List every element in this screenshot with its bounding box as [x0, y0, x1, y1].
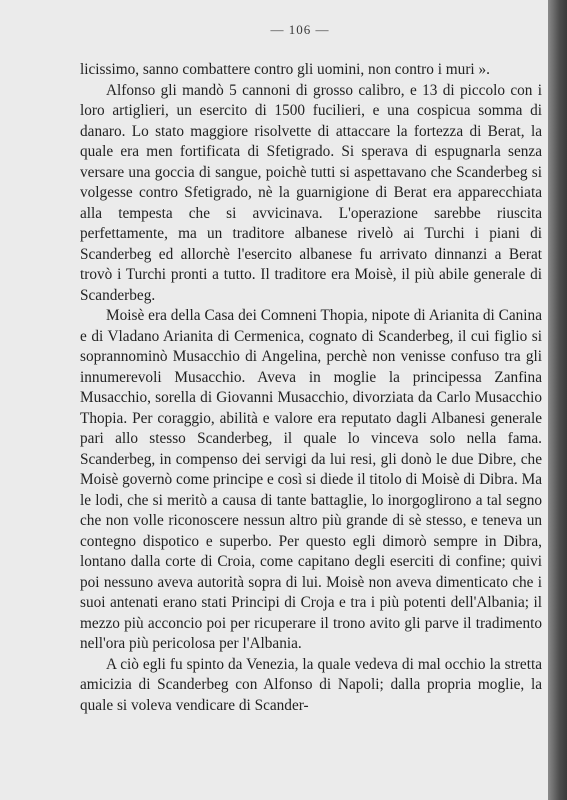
paragraph-3: Moisè era della Casa dei Comneni Thopia, nipote di Arianita di Canina e di Vladano Arianita di Cermenica, cognato di Scanderbeg, il cui figlio si soprannominò Musacchio di Angelina, perchè non venisse confuso tra gli innumerevoli Musacchio. Aveva in moglie la principessa Zanfina Musacchio, sorella di Giovanni Musacchio, divorziata da Carlo Musacchio Thopia. Per coraggio, abilità e valore era reputato dagli Albanesi generale pari allo stesso Scanderbeg, il quale lo vinceva solo nella fama. Scanderbeg, in compenso dei servigi da lui resi, gli donò le due Dibre, che Moisè governò come principe e così si diede il titolo di Moisè di Dibra. Ma le lodi, che si meritò a causa di tante battaglie, lo inorgoglirono a tal segno che non volle riconoscere nessun altro più grande di sè stesso, e teneva un contegno dispotico e superbo. Per questo egli dimorò sempre in Dibra, lontano dalla corte di Croia, come capitano degli eserciti di confine; quivi poi nessuno aveva autorità sopra di lui. Moisè non aveva dimenticato che i suoi antenati erano stati Principi di Croja e tra i più potenti dell'Albania; il mezzo più acconcio poi per ricuperare il trono avito gli parve il tradimento nell'ora più pericolosa per l'Albania.	[80, 307, 542, 652]
paragraph-1: licissimo, sanno combattere contro gli uomini, non contro i muri ».	[80, 61, 490, 78]
page-edge-shadow	[548, 0, 567, 800]
page-number: — 106 —	[270, 22, 330, 37]
paragraph-4: A ciò egli fu spinto da Venezia, la quale vedeva di mal occhio la stretta amicizia di Scanderbeg con Alfonso di Napoli; dalla propria moglie, la quale si voleva vendicare di Scander-	[80, 655, 542, 714]
body-text	[80, 60, 542, 716]
paragraph-2: Alfonso gli mandò 5 cannoni di grosso calibro, e 13 di piccolo con i loro artiglieri, un esercito di 1500 fucilieri, e una cospicua somma di danaro. Lo stato maggiore risolvette di attaccare la fortezza di Berat, la quale era men fortificata di Sfetigrado. Si sperava di espugnarla senza versare una goccia di sangue, poichè tutti si aspettavano che Scanderbeg si volgesse contro Sfetigrado, nè la guarnigione di Berat era apparecchiata alla tempesta che si avvicinava. L'operazione sarebbe riuscita perfettamente, ma un traditore albanese rivelò ai Turchi i piani di Scanderbeg ed allorchè l'esercito albanese fu arrivato dinnanzi a Berat trovò i Turchi pronti a tutto. Il traditore era Moisè, il più abile generale di Scanderbeg.	[80, 81, 542, 304]
